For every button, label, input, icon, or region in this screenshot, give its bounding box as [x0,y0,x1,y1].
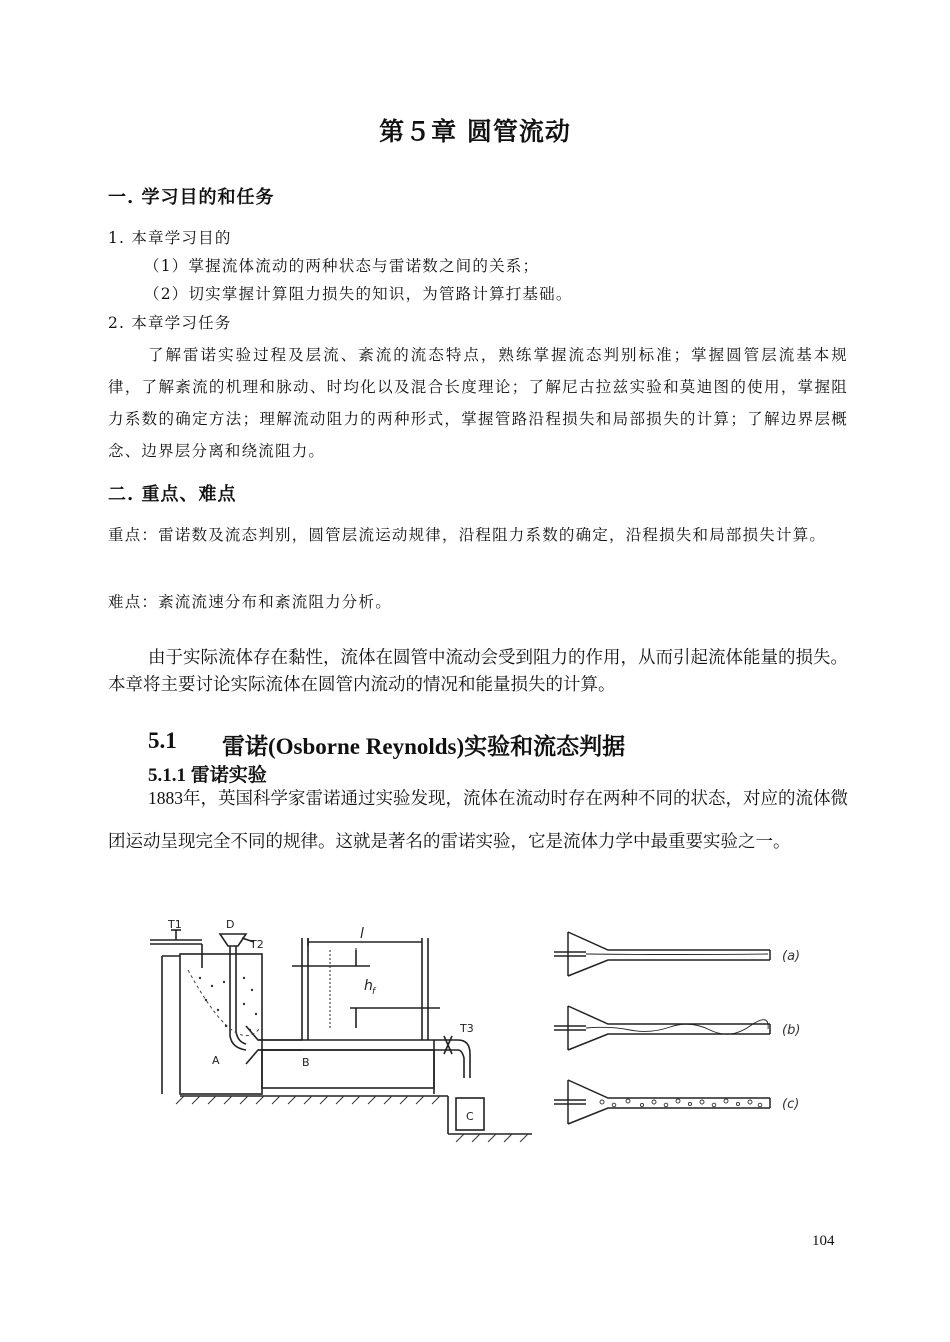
flow-label-b: (b) [782,1023,801,1038]
reynolds-paragraph: 1883年，英国科学家雷诺通过实验发现，流体在流动时存在两种不同的状态，对应的流体微团运动呈现完全不同的规律。这就是著名的雷诺实验，它是流体力学中最重要实验之一。 [108,788,848,851]
label-t1: T1 [168,918,182,931]
label-hf: h [364,978,373,994]
label-a: A [212,1054,220,1067]
label-c: C [466,1110,474,1123]
label-d: D [226,918,235,931]
label-t2: T2 [250,938,264,951]
flow-regimes-figure [550,922,820,1142]
label-hf-subscript: f [372,987,376,997]
subsection-title: 5.1.1 雷诺实验 [148,765,267,786]
section-number: 5.1 [148,728,177,753]
objective-sub-2: （2）切实掌握计算阻力损失的知识，为管路计算打基础。 [144,285,573,303]
label-t3: T3 [460,1022,474,1035]
key-points-text: 重点：雷诺数及流态判别，圆管层流运动规律，沿程阻力系数的确定，沿程损失和局部损失计算。 [108,526,827,544]
objective-item-2: 2. 本章学习任务 [108,314,232,332]
flow-label-c: (c) [782,1097,800,1112]
heading-key-points: 二. 重点、难点 [108,484,237,505]
section-title: 雷诺(Osborne Reynolds)实验和流态判据 [222,734,626,759]
intro-paragraph: 由于实际流体存在黏性，流体在圆管中流动会受到阻力的作用，从而引起流体能量的损失。本章将主要讨论实际流体在圆管内流动的情况和能量损失的计算。 [108,647,848,694]
objective-sub-1: （1）掌握流体流动的两种状态与雷诺数之间的关系； [144,257,540,275]
chapter-title: 第５章 圆管流动 [379,117,571,146]
heading-objectives: 一. 学习目的和任务 [108,187,275,208]
objective-item-1: 1. 本章学习目的 [108,229,232,247]
label-l: l [360,926,364,942]
reynolds-apparatus-figure [140,908,540,1148]
flow-label-a: (a) [782,949,801,964]
page-number: 104 [812,1233,835,1249]
tasks-paragraph: 了解雷诺实验过程及层流、紊流的流态特点，熟练掌握流态判别标准；掌握圆管层流基本规律，了解紊流的机理和脉动、时均化以及混合长度理论；了解尼古拉兹实验和莫迪图的使用，掌握阻力系数的确定方法；理解流动阻力的两种形式，掌握管路沿程损失和局部损失的计算；了解边界层概念、边界层分离和绕流阻力。 [108,346,848,460]
difficult-points-text: 难点：紊流流速分布和紊流阻力分析。 [108,593,392,611]
label-b: B [302,1056,310,1069]
